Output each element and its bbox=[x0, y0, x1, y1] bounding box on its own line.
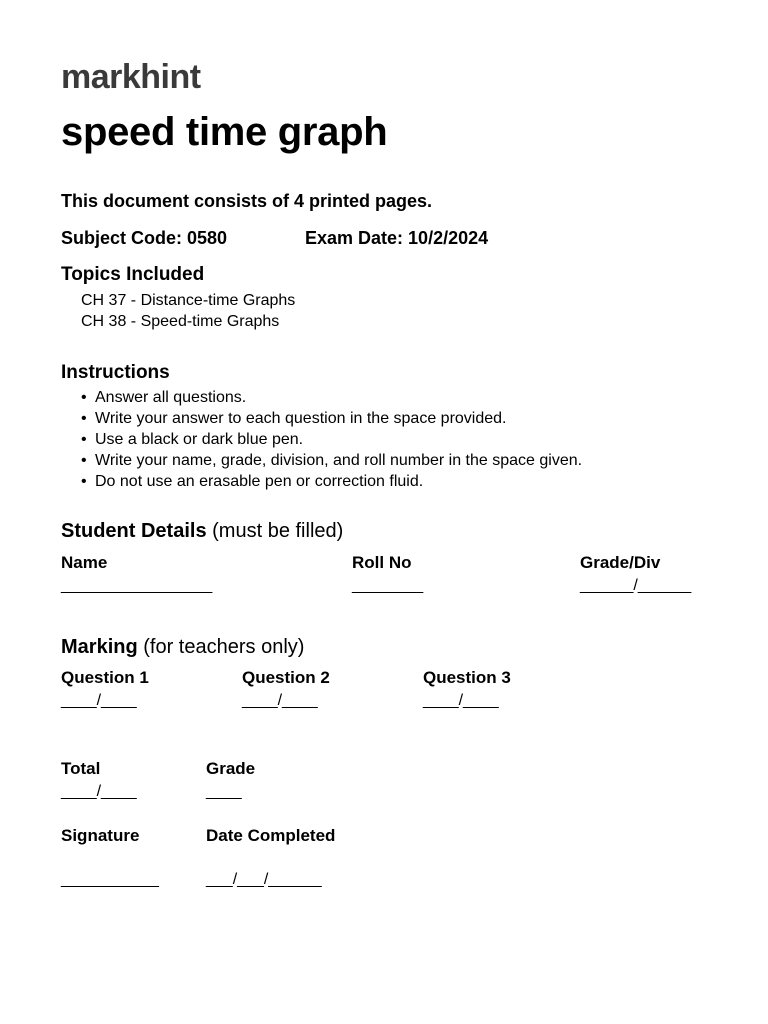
total-score-field[interactable]: ____/____ bbox=[61, 783, 137, 800]
grade-div-field[interactable]: ______/______ bbox=[580, 577, 692, 594]
brand-logo: markhint bbox=[61, 58, 201, 96]
topic-item: CH 37 - Distance-time Graphs bbox=[81, 292, 296, 309]
question-1-score-field[interactable]: ____/____ bbox=[61, 692, 137, 709]
document-title: speed time graph bbox=[61, 110, 388, 154]
roll-no-label: Roll No bbox=[352, 553, 412, 572]
student-details-note: (must be filled) bbox=[206, 520, 344, 542]
question-2-label: Question 2 bbox=[242, 668, 330, 687]
subject-code: Subject Code: 0580 bbox=[61, 228, 228, 248]
roll-no-field[interactable]: ________ bbox=[352, 577, 424, 594]
date-completed-label: Date Completed bbox=[206, 826, 336, 845]
topic-item: CH 38 - Speed-time Graphs bbox=[81, 313, 280, 330]
grade-label: Grade bbox=[206, 759, 256, 778]
question-1-label: Question 1 bbox=[61, 668, 149, 687]
marking-heading bbox=[61, 636, 304, 659]
question-3-label: Question 3 bbox=[423, 668, 511, 687]
signature-field[interactable]: ___________ bbox=[61, 871, 159, 888]
instruction-item: • Answer all questions. bbox=[61, 387, 582, 408]
date-completed-field[interactable]: ___/___/______ bbox=[206, 871, 322, 888]
instruction-item: • Use a black or dark blue pen. bbox=[61, 429, 582, 450]
topics-list bbox=[61, 290, 295, 332]
pages-note: This document consists of 4 printed pages. bbox=[61, 191, 433, 211]
name-label: Name bbox=[61, 553, 108, 572]
student-details-title: Student Details bbox=[61, 520, 207, 542]
signature-label: Signature bbox=[61, 826, 140, 845]
question-2-score-field[interactable]: ____/____ bbox=[242, 692, 318, 709]
marking-title: Marking bbox=[61, 636, 138, 658]
topics-heading: Topics Included bbox=[61, 264, 205, 285]
instruction-item: • Write your answer to each question in the space provided. bbox=[61, 408, 582, 429]
question-3-score-field[interactable]: ____/____ bbox=[423, 692, 499, 709]
instruction-item: • Do not use an erasable pen or correction fluid. bbox=[61, 471, 582, 492]
instructions-heading: Instructions bbox=[61, 362, 170, 383]
name-field[interactable]: _________________ bbox=[61, 577, 213, 594]
student-details-heading bbox=[61, 520, 343, 543]
grade-div-label: Grade/Div bbox=[580, 553, 661, 572]
marking-note: (for teachers only) bbox=[137, 636, 305, 658]
grade-field[interactable]: ____ bbox=[206, 783, 242, 800]
instructions-list bbox=[61, 387, 582, 492]
instruction-item: • Write your name, grade, division, and roll number in the space given. bbox=[61, 450, 582, 471]
total-label: Total bbox=[61, 759, 101, 778]
exam-date: Exam Date: 10/2/2024 bbox=[305, 228, 489, 248]
